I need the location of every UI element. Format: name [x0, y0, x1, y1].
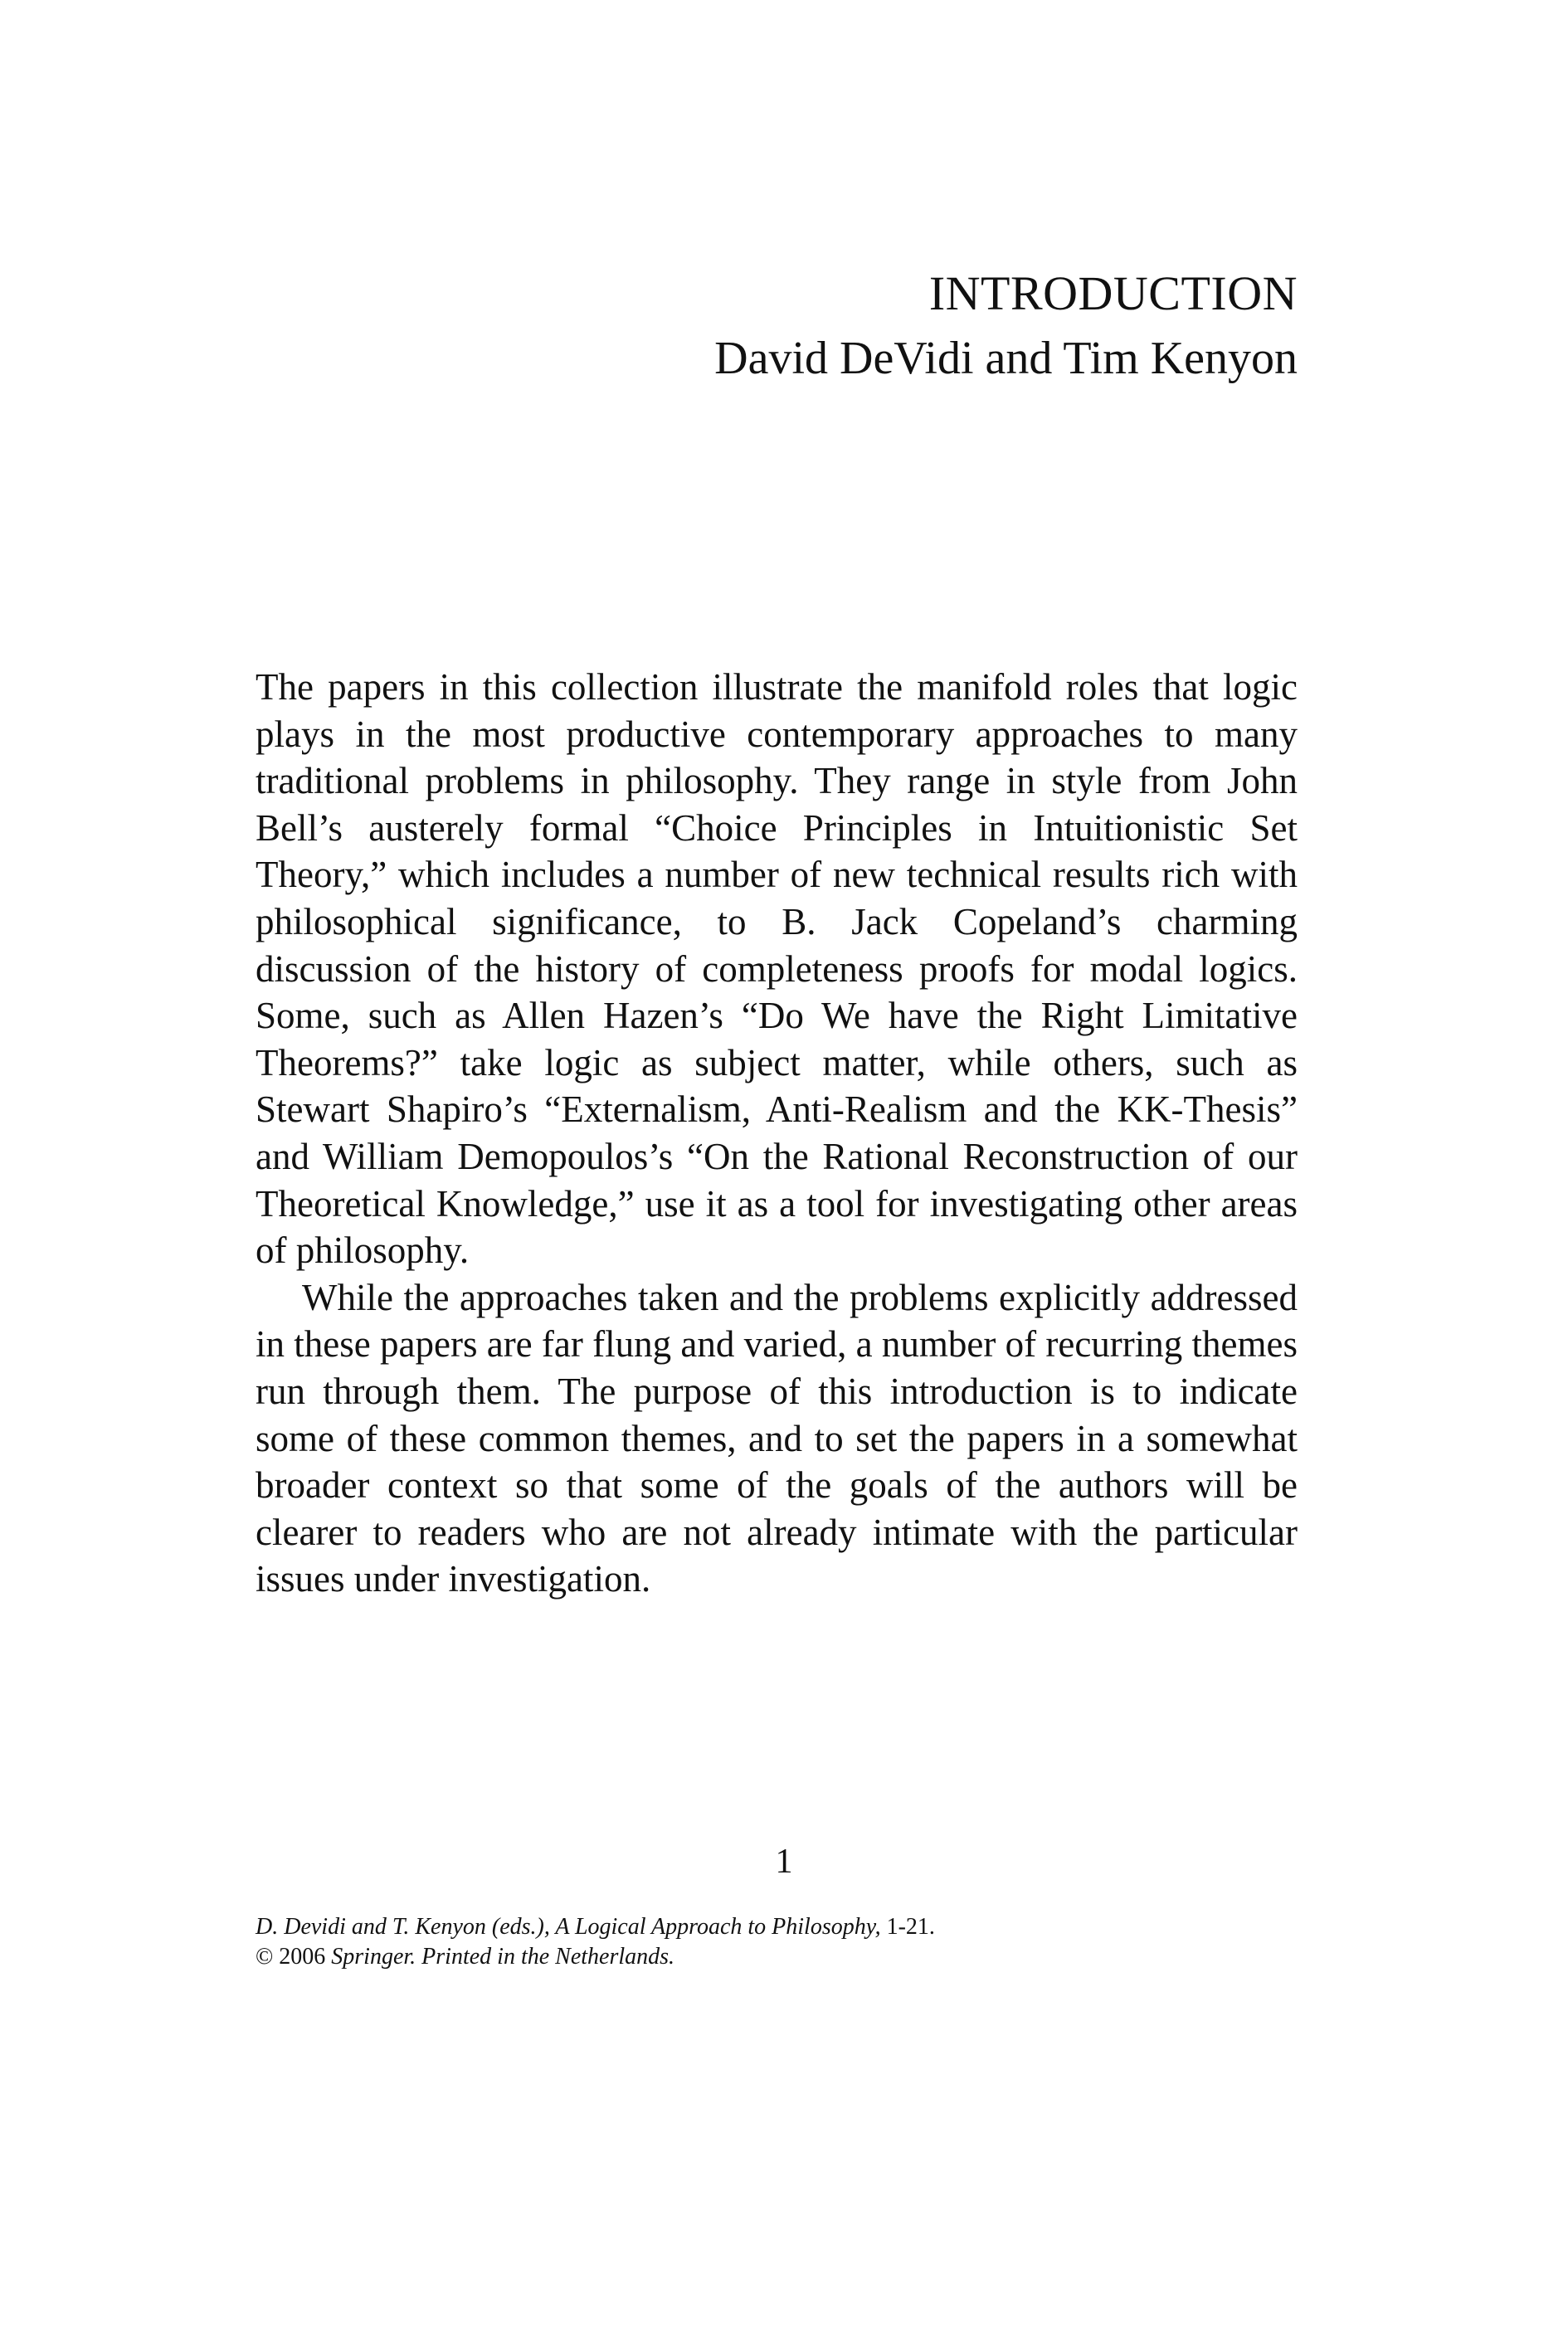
publisher-text: Springer. Printed in the Netherlands.	[331, 1944, 675, 1970]
body-text	[256, 664, 1298, 1603]
page-number: 1	[775, 1843, 793, 1881]
paragraph-2: While the approaches taken and the problems explicitly addressed in these papers are far flung and varied, a number of recurring themes run through them. The purpose of this introduction is to indicate some of these common themes, and to set the papers in a somewhat broader context so that some of the goals of the authors will be clearer to readers who are not already intimate with the particular issues under investigation.	[256, 1276, 1298, 1600]
chapter-authors: David DeVidi and Tim Kenyon	[714, 332, 1298, 384]
citation-line	[256, 1912, 1334, 1942]
chapter-header	[714, 264, 1298, 387]
chapter-title: INTRODUCTION	[928, 266, 1298, 320]
copyright-line	[256, 1942, 1334, 1972]
citation-editors: D. Devidi and T. Kenyon (eds.), A Logical Approach to Philosophy,	[256, 1914, 881, 1940]
copyright-symbol: © 2006	[256, 1944, 332, 1970]
paragraph-1: The papers in this collection illustrate the manifold roles that logic plays in the most productive contemporary approaches to many traditional problems in philosophy. They range in style from John Bell’s austerely formal “Choice Principles in Intuitionistic Set Theory,” which includes a number of new technical results rich with philosophical significance, to B. Jack Copeland’s charming discussion of the history of completeness proofs for modal logics. Some, such as Allen Hazen’s “Do We have the Right Limitative Theorems?” take logic as subject matter, while others, such as Stewart Shapiro’s “Externalism, Anti-Realism and the KK-Thesis” and William Demopoulos’s “On the Rational Reconstruction of our Theoretical Knowledge,” use it as a tool for investigating other areas of philosophy.	[256, 666, 1298, 1272]
citation-pages: 1-21.	[880, 1914, 935, 1940]
citation-footer	[256, 1912, 1334, 1972]
